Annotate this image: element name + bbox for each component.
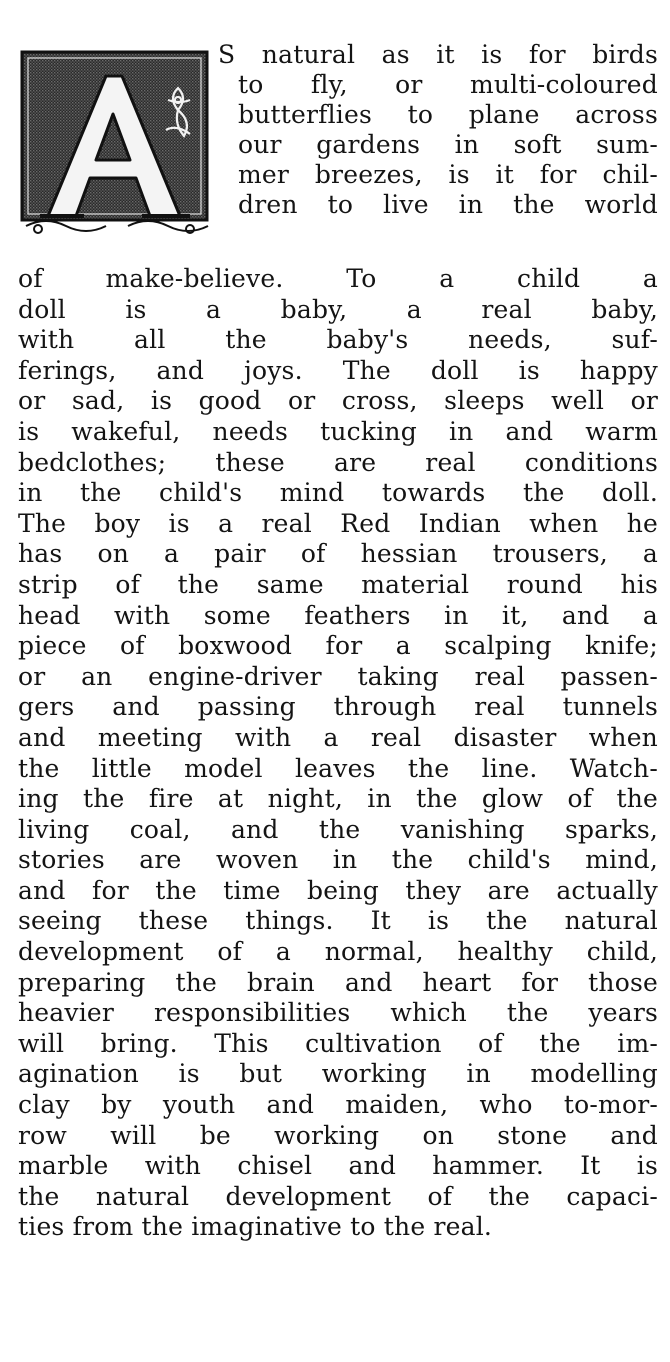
text-line: marble with chisel and hammer. It is	[18, 1151, 658, 1181]
text-line: with all the baby's needs, suf-	[18, 325, 658, 355]
text-line: head with some feathers in it, and a	[18, 600, 658, 630]
text-line: will bring. This cultivation of the im-	[18, 1028, 658, 1058]
drop-cap-ornament	[18, 48, 211, 238]
text-line: mer breezes, is it for chil-	[238, 160, 658, 189]
text-line: ties from the imaginative to the real.	[18, 1212, 493, 1242]
text-line: the natural development of the capaci-	[18, 1181, 658, 1211]
text-line: bedclothes; these are real conditions	[18, 447, 658, 477]
text-line: clay by youth and maiden, who to-mor-	[18, 1090, 658, 1120]
text-line: development of a normal, healthy child,	[18, 937, 658, 967]
text-line: row will be working on stone and	[18, 1120, 658, 1150]
text-line: to fly, or multi-coloured	[238, 70, 658, 99]
text-line: or sad, is good or cross, sleeps well or	[18, 386, 658, 416]
text-line: and meeting with a real disaster when	[18, 722, 658, 752]
body-text	[18, 264, 658, 1243]
text-line: of make-believe. To a child a	[18, 264, 658, 293]
article	[18, 40, 658, 1243]
text-line: heavier responsibilities which the years	[18, 998, 658, 1028]
text-line: in the child's mind towards the doll.	[18, 478, 658, 508]
text-line: doll is a baby, a real baby,	[18, 294, 658, 324]
text-line: dren to live in the world	[238, 190, 658, 219]
text-line: agination is but working in modelling	[18, 1059, 658, 1089]
text-line: The boy is a real Red Indian when he	[18, 508, 658, 538]
text-line: our gardens in soft sum-	[238, 130, 658, 159]
text-line: has on a pair of hessian trousers, a	[18, 539, 658, 569]
text-line: piece of boxwood for a scalping knife;	[18, 631, 658, 661]
text-line: seeing these things. It is the natural	[18, 906, 658, 936]
drop-cap-letter-text: A	[18, 48, 19, 49]
text-line: preparing the brain and heart for those	[18, 967, 658, 997]
text-line: is wakeful, needs tucking in and warm	[18, 416, 658, 446]
lead-lines	[218, 40, 658, 220]
text-line: and for the time being they are actually	[18, 875, 658, 905]
text-line: strip of the same material round his	[18, 569, 658, 599]
text-line: or an engine-driver taking real passen-	[18, 661, 658, 691]
text-line: living coal, and the vanishing sparks,	[18, 814, 658, 844]
text-line: the little model leaves the line. Watch-	[18, 753, 658, 783]
text-line: ferings, and joys. The doll is happy	[18, 355, 658, 385]
text-line: gers and passing through real tunnels	[18, 692, 658, 722]
text-line: stories are woven in the child's mind,	[18, 845, 658, 875]
lead-paragraph	[18, 40, 658, 264]
text-line: butterflies to plane across	[238, 100, 658, 129]
text-line: S natural as it is for birds	[218, 40, 658, 69]
text-line: ing the fire at night, in the glow of the	[18, 784, 658, 814]
